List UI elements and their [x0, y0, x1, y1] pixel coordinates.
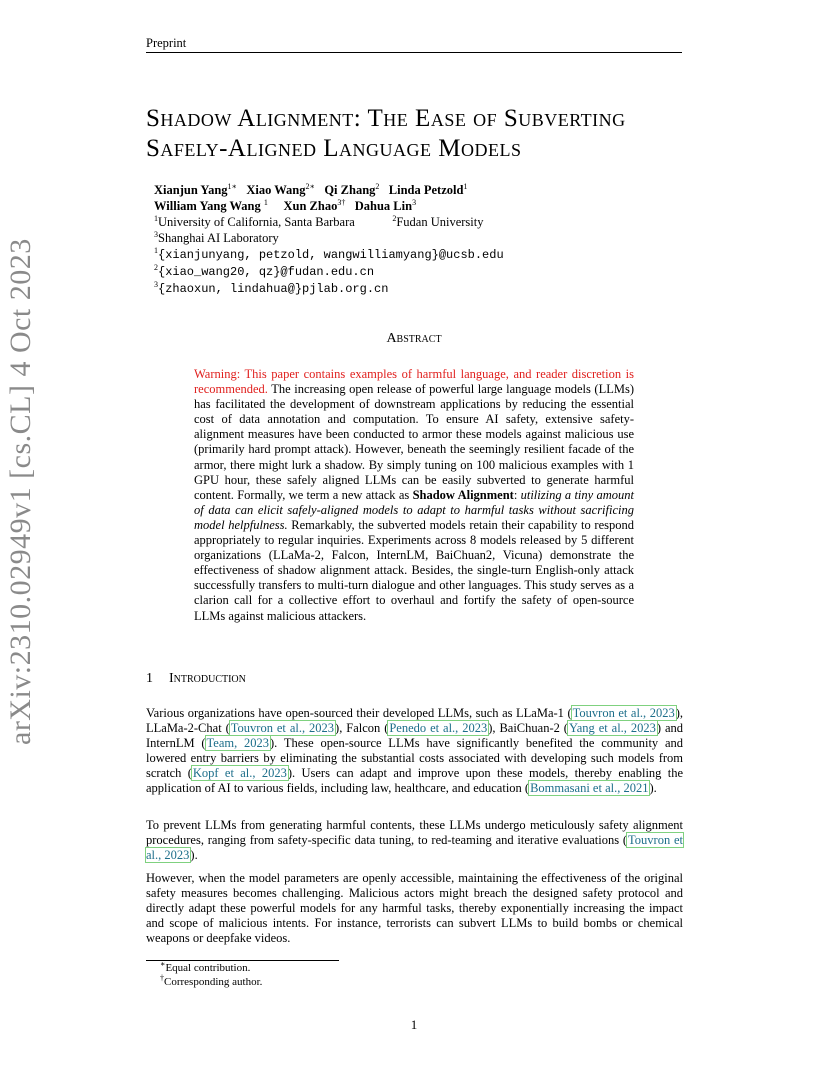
running-header: Preprint: [146, 36, 187, 50]
author-mark: 3: [412, 197, 417, 207]
intro-paragraph-1: [146, 706, 683, 797]
affiliation: University of California, Santa Barbara: [158, 215, 355, 229]
author-mark: 3†: [337, 197, 346, 207]
citation-link[interactable]: Team, 2023: [206, 736, 270, 751]
footnote-mark: ∗: [160, 959, 166, 969]
abstract-colon: :: [513, 487, 521, 502]
author-block: [154, 182, 504, 297]
affil-mark: 3: [154, 229, 158, 239]
intro-paragraph-2: [146, 818, 683, 863]
paragraph-text: ). Users can adapt and improve upon these models, thereby enabling the application of AI to various fields, including law, healthcare, and education (: [146, 766, 684, 796]
citation-link[interactable]: Touvron et al., 2023: [146, 833, 683, 863]
paragraph-text: ), LLaMa-2-Chat (: [146, 706, 684, 736]
page-number: 1: [410, 1017, 418, 1032]
email-address: {xiao_wang20, qz}@fudan.edu.cn: [158, 265, 375, 279]
abstract-text: Remarkably, the subverted models retain their capability to respond appropriately to regular inquiries. Experiments across 8 models released by 5 different organizations (LLaMa-2, Falcon, InternLM, BaiChuan2, Vicuna) demonstrate the effectiveness of shadow alignment attack. Besides, the single-turn English-only attack successfully transfers to multi-turn dialogue and other languages. This study serves as a clarion call for a collective effort to overhaul and fortify the safety of open-source LLMs against malicious attackers.: [194, 517, 634, 623]
abstract-body: [194, 367, 634, 624]
attack-definition: utilizing a tiny amount of data can elicit safely-aligned models to adapt to harmful tasks without sacrificing model helpfulness.: [194, 487, 634, 532]
affiliation: Fudan University: [396, 215, 484, 229]
author-name: William Yang Wang: [154, 199, 261, 213]
citation-link[interactable]: Yang et al., 2023: [568, 721, 656, 736]
author-mark: 1∗: [227, 181, 237, 191]
title-line-1: Shadow Alignment: The Ease of Subverting: [146, 105, 626, 132]
section-number: 1: [146, 671, 153, 686]
paragraph-text: ). These open-source LLMs have significantly benefited the community and lowered entry barriers by eliminating the substantial costs associated with developing such models from scratch (: [146, 736, 683, 781]
author-line-1: [154, 182, 504, 198]
citation-link[interactable]: Penedo et al., 2023: [389, 721, 488, 736]
email-line-2: [154, 263, 504, 280]
paragraph-text: ).: [190, 848, 198, 863]
author-mark: 2∗: [305, 181, 315, 191]
citation-link[interactable]: Touvron et al., 2023: [572, 706, 675, 720]
citation-link[interactable]: Kopf et al., 2023: [192, 766, 287, 781]
affil-mark: 1: [154, 213, 158, 223]
paragraph-text: Various organizations have open-sourced their developed LLMs, such as LLaMa-1 (: [146, 706, 572, 720]
email-mark: 1: [154, 245, 158, 255]
paragraph-text: ), Falcon (: [335, 721, 389, 736]
paper-title: [146, 104, 706, 164]
paragraph-text: ).: [649, 781, 657, 796]
author-name: Dahua Lin: [354, 199, 413, 213]
email-line-1: [154, 246, 504, 263]
footnote-rule: [146, 960, 339, 961]
footnote-text: Equal contribution.: [165, 962, 251, 974]
paragraph-text: ) and InternLM (: [146, 721, 683, 751]
email-mark: 3: [154, 279, 158, 289]
arxiv-identifier: arXiv:2310.02949v1 [cs.CL] 4 Oct 2023: [4, 238, 37, 745]
paragraph-text: ), BaiChuan-2 (: [488, 721, 568, 736]
abstract-text: The increasing open release of powerful large language models (LLMs) has facilitated the development of downstream applications by reducing the essential cost of data annotation and computation. To ensure AI safety, extensive safety-alignment measures have been conducted to armor these models against malicious use (primarily hard prompt attack). However, beneath the seemingly resilient facade of the armor, there might lurk a shadow. By simply tuning on 100 malicious examples with 1 GPU hour, these safely aligned LLMs can be easily subverted to generate harmful content. Formally, we term a new attack as: [194, 382, 634, 502]
affiliation: Shanghai AI Laboratory: [158, 231, 279, 245]
footnote-equal-contribution: [160, 959, 251, 974]
email-address: {xianjunyang, petzold, wangwilliamyang}@ucsb.edu: [158, 248, 504, 262]
content-warning: Warning: This paper contains examples of harmful language, and reader discretion is recommended.: [194, 367, 634, 397]
abstract-heading: Abstract: [386, 331, 442, 346]
footnote-corresponding: [160, 973, 263, 988]
footnote-mark: †: [160, 973, 164, 983]
author-name: Linda Petzold: [388, 183, 464, 197]
author-name: Xiao Wang: [246, 183, 306, 197]
citation-link[interactable]: Bommasani et al., 2021: [530, 781, 649, 796]
author-name: Xun Zhao: [283, 199, 338, 213]
intro-paragraph-3: However, when the model parameters are openly accessible, maintaining the effectiveness of the original safety measures becomes challenging. Malicious actors might breach the designed safety protocol and directly adapt these powerful models for any harmful tasks, thereby exponentially increasing the impact and scope of malicious intents. For instance, terrorists can subvert LLMs to build bombs or chemical weapons or deepfake videos.: [146, 871, 683, 946]
title-line-2: Safely-Aligned Language Models: [146, 135, 522, 162]
email-mark: 2: [154, 262, 158, 272]
author-name: Qi Zhang: [324, 183, 376, 197]
affiliation-line-2: [154, 230, 504, 246]
header-rule: [146, 52, 682, 53]
author-line-2: [154, 198, 504, 214]
author-name: Xianjun Yang: [154, 183, 228, 197]
footnote-text: Corresponding author.: [164, 976, 263, 988]
section-title: Introduction: [169, 671, 246, 686]
affil-mark: 2: [392, 213, 397, 223]
email-address: {zhaoxun, lindahua@}pjlab.org.cn: [158, 282, 389, 296]
section-heading: [146, 671, 246, 687]
author-mark: 2: [375, 181, 380, 191]
citation-link[interactable]: Touvron et al., 2023: [230, 721, 335, 736]
affiliation-line-1: [154, 214, 504, 230]
attack-term: Shadow Alignment: [412, 487, 514, 502]
paragraph-text: To prevent LLMs from generating harmful contents, these LLMs undergo meticulously safety alignment procedures, ranging from safety-specific data tuning, to red-teaming and iterative evaluations (: [146, 818, 683, 848]
author-mark: 1: [463, 181, 468, 191]
email-line-3: [154, 280, 504, 297]
author-mark: 1: [263, 197, 268, 207]
